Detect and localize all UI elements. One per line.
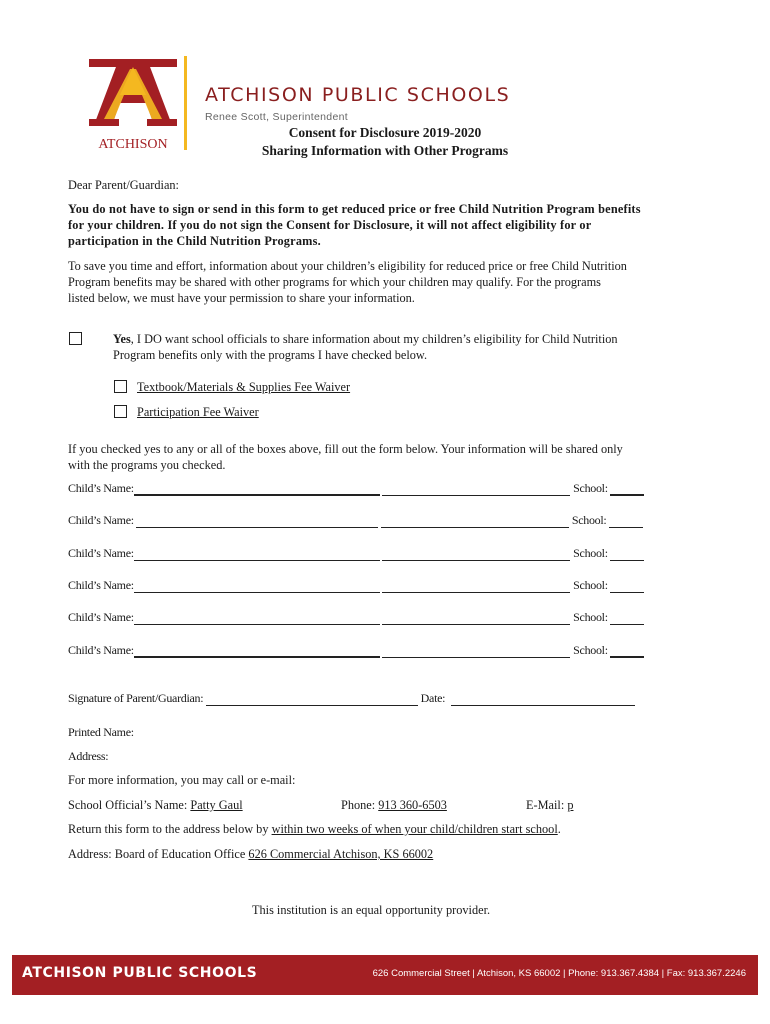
consent-yes-checkbox[interactable] [69, 332, 82, 345]
school-field[interactable] [610, 612, 644, 625]
school-field[interactable] [609, 515, 643, 528]
textbook-fee-waiver-checkbox[interactable] [114, 380, 127, 393]
child-name-label: Child’s Name: [68, 513, 134, 527]
consent-line-2: Program benefits only with the programs I have checked below. [113, 348, 428, 362]
return-suffix: . [557, 822, 561, 836]
intro-line-2: Program benefits may be shared with other programs for which your children may qualify. For the programs [68, 275, 601, 289]
office-street-address: 626 Commercial Atchison, KS 66002 [248, 847, 434, 861]
consent-line-1 [113, 331, 618, 347]
official-contact [68, 797, 243, 813]
school-label: School: [573, 481, 608, 495]
notice-line-3: participation in the Child Nutrition Programs. [68, 234, 321, 248]
return-prefix: Return this form to the address below by [68, 822, 272, 836]
phone-contact [341, 797, 447, 813]
official-name: Patty Gaul [190, 798, 243, 812]
child-extra-field[interactable] [382, 580, 570, 593]
email-address[interactable]: p [567, 798, 574, 812]
form-title: Consent for Disclosure 2019-2020 [288, 125, 482, 140]
more-info: For more information, you may call or e-mail: [68, 773, 296, 787]
child-extra-field[interactable] [382, 645, 570, 658]
child-extra-field[interactable] [381, 515, 569, 528]
address-label: Address: [68, 749, 109, 763]
participation-fee-waiver-checkbox[interactable] [114, 405, 127, 418]
instructions-line-1: If you checked yes to any or all of the boxes above, fill out the form below. Your information will be shared only [68, 442, 623, 456]
superintendent: Renee Scott, Superintendent [205, 111, 348, 123]
office-address [68, 846, 433, 862]
consent-line-1-text: , I DO want school officials to share information about my children’s eligibility for Child Nutrition [130, 332, 618, 346]
signature-field[interactable] [206, 693, 418, 706]
org-name: ATCHISON PUBLIC SCHOOLS [205, 84, 511, 106]
child-name-label: Child’s Name: [68, 481, 134, 495]
atchison-a-logo [86, 55, 180, 155]
phone-label: Phone: [341, 798, 379, 812]
footer-address: 626 Commercial Street | Atchison, KS 66002 | Phone: 913.367.4384 | Fax: 913.367.2246 [372, 968, 746, 979]
salutation: Dear Parent/Guardian: [68, 178, 179, 192]
intro-line-3: listed below, we must have your permission to share your information. [68, 291, 415, 305]
child-name-label: Child’s Name: [68, 610, 134, 624]
date-label: Date: [420, 691, 446, 705]
phone-number[interactable]: 913 360-6503 [378, 798, 447, 812]
child-row-4 [68, 578, 644, 593]
date-field[interactable] [451, 693, 635, 706]
instructions-line-2: with the programs you checked. [68, 458, 226, 472]
child-name-field[interactable] [136, 515, 378, 528]
child-name-field[interactable] [134, 483, 380, 496]
child-name-label: Child’s Name: [68, 578, 134, 592]
school-field[interactable] [610, 483, 644, 496]
school-label: School: [573, 546, 608, 560]
school-label: School: [573, 578, 608, 592]
signature-label: Signature of Parent/Guardian: [68, 691, 204, 705]
child-row-2 [68, 513, 643, 528]
child-name-field[interactable] [134, 548, 380, 561]
child-extra-field[interactable] [382, 548, 570, 561]
notice-line-1: You do not have to sign or send in this form to get reduced price or free Child Nutrition Program benefits [68, 202, 641, 216]
school-field[interactable] [610, 645, 644, 658]
logo-wordmark: ATCHISON [98, 137, 168, 152]
participation-fee-waiver-label: Participation Fee Waiver [137, 405, 259, 419]
signature-row [68, 691, 635, 706]
consent-yes-label: Yes [113, 332, 131, 346]
child-row-1 [68, 481, 644, 496]
footer-org-name: ATCHISON PUBLIC SCHOOLS [22, 965, 258, 981]
child-row-5 [68, 610, 644, 625]
return-deadline: within two weeks of when your child/children start school [271, 822, 558, 836]
child-name-label: Child’s Name: [68, 643, 134, 657]
child-extra-field[interactable] [382, 483, 570, 496]
child-name-field[interactable] [134, 580, 380, 593]
child-name-field[interactable] [134, 645, 380, 658]
child-row-6 [68, 643, 644, 658]
official-label: School Official’s Name: [68, 798, 191, 812]
address-prefix: Address: Board of Education Office [68, 847, 249, 861]
textbook-fee-waiver-label: Textbook/Materials & Supplies Fee Waiver [137, 380, 351, 394]
school-field[interactable] [610, 580, 644, 593]
school-label: School: [571, 513, 607, 527]
school-label: School: [573, 643, 608, 657]
school-field[interactable] [610, 548, 644, 561]
notice-line-2: for your children. If you do not sign the Consent for Disclosure, it will not affect eligibility for or [68, 218, 592, 232]
form-subtitle: Sharing Information with Other Programs [261, 143, 509, 158]
child-name-label: Child’s Name: [68, 546, 134, 560]
header-divider [184, 56, 187, 150]
child-row-3 [68, 546, 644, 561]
email-contact [526, 797, 573, 813]
school-label: School: [573, 610, 608, 624]
return-instructions [68, 821, 561, 837]
child-name-field[interactable] [134, 612, 380, 625]
child-extra-field[interactable] [382, 612, 570, 625]
equal-opportunity-statement: This institution is an equal opportunity provider. [252, 903, 491, 917]
intro-line-1: To save you time and effort, information about your children’s eligibility for reduced price or free Child Nutrition [68, 259, 627, 273]
printed-name-label: Printed Name: [68, 725, 134, 739]
email-label: E-Mail: [526, 798, 568, 812]
